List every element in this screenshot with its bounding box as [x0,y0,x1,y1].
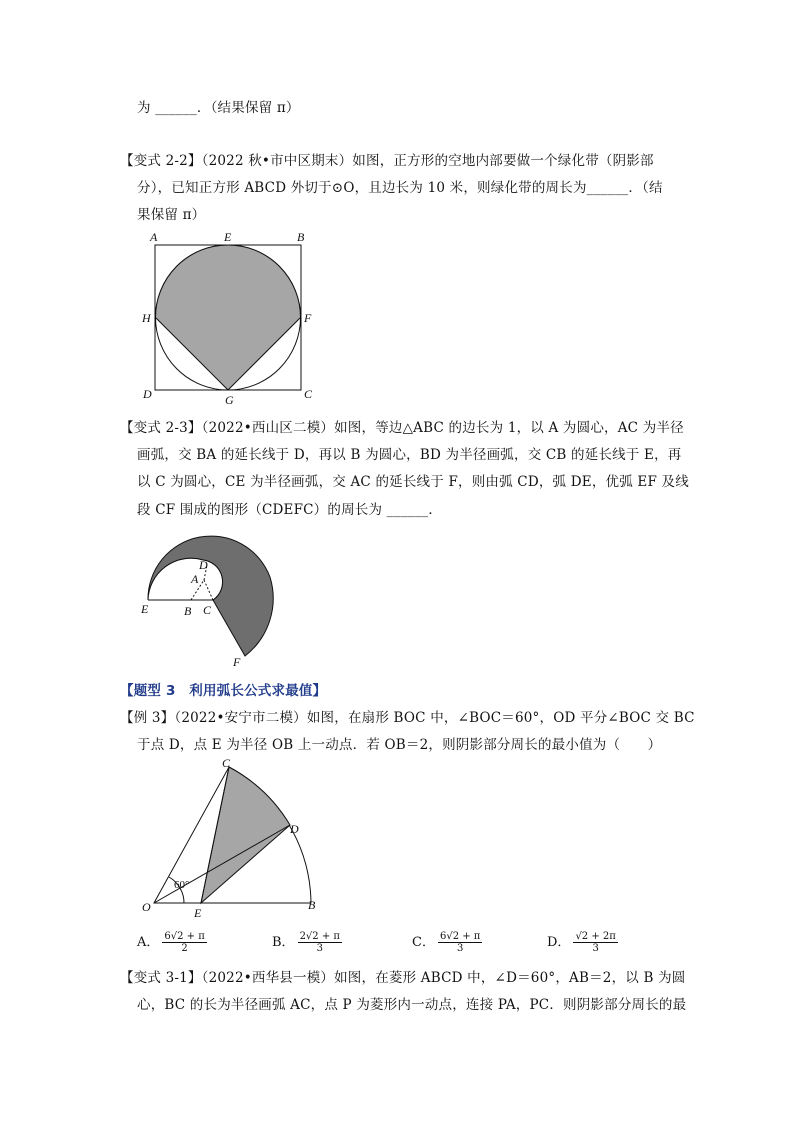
label-D: D [199,558,208,572]
option-a[interactable] [137,931,207,954]
example-3-line-2: 于点 D，点 E 为半径 OB 上一动点．若 OB＝2，则阴影部分周长的最小值为（ ） [137,737,662,753]
label-O: O [142,900,151,914]
option-b[interactable] [272,931,342,954]
option-d-letter: D． [547,935,571,950]
label-G: G [225,393,234,406]
label-B: B [308,898,316,912]
text-line: 为 ______．（结果保留 π） [137,100,300,116]
label-D: D [290,822,299,836]
option-c-den: 3 [456,943,464,954]
label-B: B [184,604,192,618]
option-b-num: 2√2 + π [299,931,340,942]
label-C: C [304,387,313,401]
angle-label: 60° [174,879,190,891]
problem-2-3-line-2: 画弧，交 BA 的延长线于 D，再以 B 为圆心，BD 为半径画弧，交 CB 的延长线于 E，再 [137,447,682,463]
label-F: F [233,655,241,669]
problem-2-3-line-3: 以 C 为圆心，CE 为半径画弧，交 AC 的延长线于 F，则由弧 CD，弧 DE，优弧 EF 及线 [137,474,689,490]
label-F: F [304,311,312,325]
option-a-num: 6√2 + π [164,931,205,942]
example-3-line-1: 【例 3】（2022•安宁市二模）如图，在扇形 BOC 中，∠BOC＝60°，OD 平分∠BOC 交 BC [120,710,695,726]
label-B: B [297,230,305,244]
option-d[interactable] [547,931,618,954]
label-A: A [191,572,199,586]
problem-2-3-line-1: 【变式 2-3】（2022•西山区二模）如图，等边△ABC 的边长为 1，以 A 为圆心，AC 为半径 [120,420,684,436]
option-b-den: 3 [316,943,323,954]
shaded-region [201,767,290,903]
problem-2-2-line-2: 分），已知正方形 ABCD 外切于⊙O，且边长为 10 米，则绿化带的周长为______．（结 [137,180,663,196]
option-c[interactable] [412,931,482,954]
figure-square-circle [140,228,320,406]
problem-2-2-line-3: 果保留 π） [137,207,206,223]
label-E: E [141,602,149,616]
option-a-letter: A． [137,935,160,950]
label-H: H [142,311,151,325]
option-b-letter: B． [272,935,295,950]
figure-involute-arcs [135,525,315,670]
option-c-num: 6√2 + π [439,931,481,942]
figure-sector [136,755,326,923]
problem-2-2-line-1: 【变式 2-2】（2022 秋•市中区期末）如图，正方形的空地内部要做一个绿化带（阴影部 [120,153,654,169]
problem-2-3-line-4: 段 CF 围成的图形（CDEFC）的周长为 ______． [137,502,443,518]
label-E: E [194,906,202,920]
option-d-den: 3 [592,943,599,954]
problem-3-1-line-1: 【变式 3-1】（2022•西华县一模）如图，在菱形 ABCD 中，∠D＝60°，AB＝2，以 B 为圆 [120,970,686,986]
option-c-letter: C． [412,935,435,950]
label-D: D [143,387,152,401]
section-title: 【题型 3 利用弧长公式求最值】 [120,683,327,699]
problem-3-1-line-2: 心，BC 的长为半径画弧 AC，点 P 为菱形内一动点，连接 PA，PC．则阴影部分周长的最 [137,997,687,1013]
label-A: A [150,230,158,244]
label-C: C [203,603,212,617]
option-a-den: 2 [181,943,188,954]
option-d-num: √2 + 2π [575,931,616,942]
label-E: E [224,230,232,244]
label-C: C [222,756,231,770]
